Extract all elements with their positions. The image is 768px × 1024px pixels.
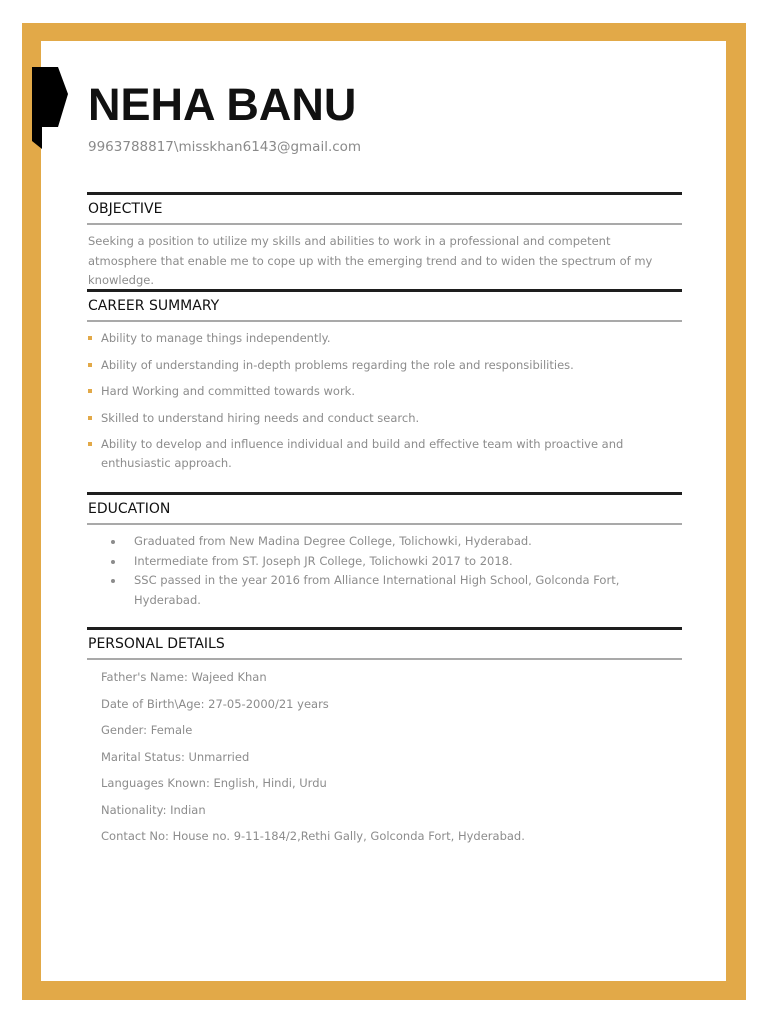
- section-title: OBJECTIVE: [88, 201, 163, 217]
- marital-status: Marital Status: Unmarried: [101, 749, 250, 764]
- list-item-text: SSC passed in the year 2016 from Alliance International High School, Golconda Fort, Hyderabad.: [134, 573, 620, 607]
- list-item: [87, 571, 682, 610]
- nationality: Nationality: Indian: [101, 802, 206, 817]
- list-item: [87, 329, 682, 348]
- list-item-text: Ability to manage things independently.: [101, 331, 331, 345]
- section-title: PERSONAL DETAILS: [88, 636, 225, 652]
- section-objective: [87, 192, 682, 291]
- objective-text: Seeking a position to utilize my skills and abilities to work in a professional and competent atmosphere that enable me to cope up with the emerging trend and to widen the spectrum of my knowledge.: [88, 234, 653, 287]
- square-bullet-icon: [88, 336, 92, 340]
- section-rule-bottom: [87, 320, 682, 322]
- list-item-text: Graduated from New Madina Degree College, Tolichowki, Hyderabad.: [134, 534, 532, 548]
- section-personal-details: [87, 627, 682, 854]
- header-tab-decoration-icon: [32, 67, 68, 149]
- personal-details-list: [87, 668, 682, 846]
- list-item-text: Intermediate from ST. Joseph JR College, Tolichowki 2017 to 2018.: [134, 553, 513, 568]
- list-item-text: Ability of understanding in-depth problems regarding the role and responsibilities.: [101, 357, 574, 372]
- section-title: CAREER SUMMARY: [88, 298, 220, 314]
- square-bullet-icon: [88, 363, 92, 367]
- list-item: [87, 409, 682, 428]
- fathers-name: Father's Name: Wajeed Khan: [101, 670, 267, 684]
- list-item-text: Hard Working and committed towards work.: [101, 384, 355, 398]
- list-item: [87, 552, 682, 572]
- square-bullet-icon: [88, 416, 92, 420]
- section-title: EDUCATION: [88, 501, 171, 517]
- education-list: [87, 532, 682, 610]
- round-bullet-icon: [111, 560, 115, 564]
- career-summary-list: [87, 329, 682, 473]
- contact-address: Contact No: House no. 9-11-184/2,Rethi Gally, Golconda Fort, Hyderabad.: [101, 829, 525, 843]
- list-item-text: Skilled to understand hiring needs and conduct search.: [101, 410, 420, 425]
- square-bullet-icon: [88, 389, 92, 393]
- candidate-name: NEHA BANU: [88, 79, 357, 130]
- languages-known: Languages Known: English, Hindi, Urdu: [101, 776, 327, 790]
- section-rule-bottom: [87, 523, 682, 525]
- list-item: [87, 356, 682, 375]
- date-of-birth: Date of Birth\Age: 27-05-2000/21 years: [101, 696, 329, 711]
- section-rule-bottom: [87, 223, 682, 225]
- round-bullet-icon: [111, 579, 115, 583]
- square-bullet-icon: [88, 442, 92, 446]
- section-career-summary: [87, 289, 682, 481]
- contact-info: 9963788817\misskhan6143@gmail.com: [88, 139, 362, 155]
- list-item: [87, 532, 682, 552]
- section-rule-bottom: [87, 658, 682, 660]
- list-item: [87, 435, 682, 473]
- list-item-text: Ability to develop and influence individual and build and effective team with proactive and enthusiastic approach.: [101, 437, 624, 470]
- gender: Gender: Female: [101, 723, 193, 737]
- round-bullet-icon: [111, 540, 115, 544]
- list-item: [87, 382, 682, 401]
- section-education: [87, 492, 682, 610]
